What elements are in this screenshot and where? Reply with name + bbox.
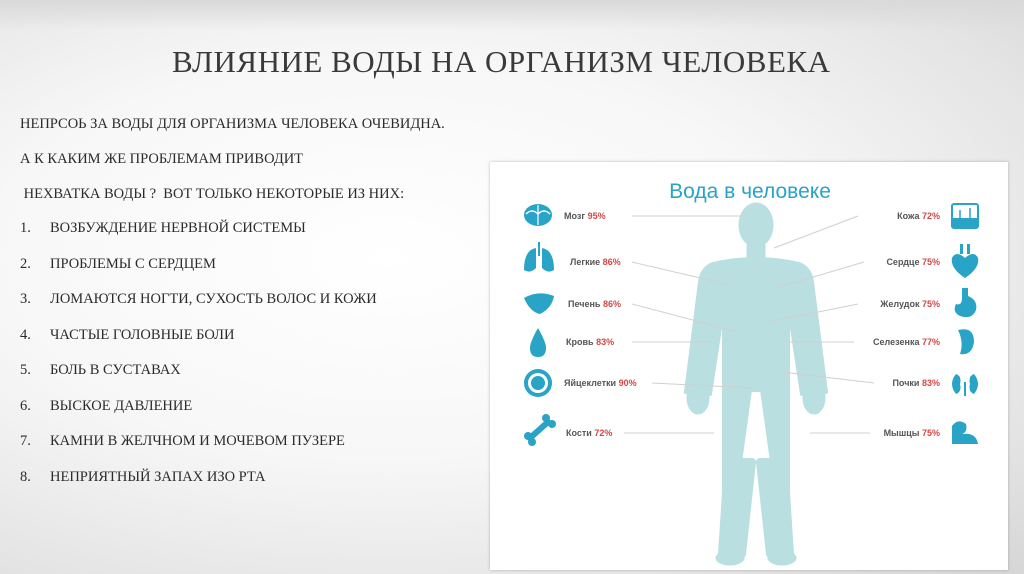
- percent-value: 83%: [596, 337, 615, 347]
- kidneys-icon: [952, 374, 978, 396]
- liver-icon: [524, 293, 554, 314]
- organ-label: Сердце: [886, 257, 920, 267]
- svg-text:Селезенка 77%: [873, 337, 940, 347]
- svg-text:Кости 72%: [566, 428, 612, 438]
- lungs-icon: [524, 242, 554, 272]
- percent-value: 72%: [921, 211, 940, 221]
- svg-text:Сердце 75%: [886, 257, 940, 267]
- list-item: 8. НЕПРИЯТНЫЙ ЗАПАХ ИЗО РТА: [20, 468, 266, 485]
- problems-list: [20, 220, 377, 504]
- percent-value: 86%: [602, 257, 621, 267]
- spleen-icon: [958, 329, 974, 354]
- list-item: 3. ЛОМАЮТСЯ НОГТИ, СУХОСТЬ ВОЛОС И КОЖИ: [20, 291, 377, 307]
- organ-label: Яйцеклетки: [564, 378, 617, 388]
- intro-line-1: НЕПРСОЬ ЗА ВОДЫ ДЛЯ ОРГАНИЗМА ЧЕЛОВЕКА ОЧЕВИДНА.: [20, 116, 445, 132]
- list-item: 6. ВЫСКОЕ ДАВЛЕНИЕ: [20, 397, 193, 414]
- percent-value: 95%: [587, 211, 606, 221]
- top-decoration: [0, 0, 1024, 30]
- percent-value: 90%: [618, 378, 637, 388]
- organ-label: Желудок: [880, 299, 920, 309]
- percent-value: 75%: [921, 299, 940, 309]
- svg-text:Кожа 72%: [897, 211, 940, 221]
- organ-label: Легкие: [570, 257, 601, 267]
- percent-value: 86%: [602, 299, 621, 309]
- percent-value: 77%: [921, 337, 940, 347]
- slide-title: ВЛИЯНИЕ ВОДЫ НА ОРГАНИЗМ ЧЕЛОВЕКА: [172, 44, 831, 79]
- svg-text:Легкие 86%: [570, 257, 621, 267]
- intro-line-3: НЕХВАТКА ВОДЫ ? ВОТ ТОЛЬКО НЕКОТОРЫЕ ИЗ НИХ:: [20, 186, 405, 202]
- brain-icon: [524, 204, 552, 226]
- organ-label: Печень: [568, 299, 601, 309]
- organ-label: Селезенка: [873, 337, 920, 347]
- svg-text:Желудок 75%: [879, 299, 940, 309]
- percent-value: 75%: [921, 257, 940, 267]
- list-item: 5. БОЛЬ В СУСТАВАХ: [20, 362, 181, 378]
- percent-value: 83%: [921, 378, 940, 388]
- muscle-icon: [952, 421, 978, 444]
- organ-label: Почки: [892, 378, 920, 388]
- bone-icon: [524, 414, 556, 446]
- svg-text:Кровь 83%: [566, 337, 614, 347]
- list-item: 4. ЧАСТЫЕ ГОЛОВНЫЕ БОЛИ: [20, 326, 235, 343]
- svg-text:Почки 83%: [892, 378, 940, 388]
- infographic-title: Вода в человеке: [669, 180, 831, 203]
- percent-value: 72%: [594, 428, 613, 438]
- blood-drop-icon: [530, 328, 546, 357]
- water-in-human-infographic: [490, 162, 1008, 570]
- svg-text:Мышцы 75%: [884, 428, 940, 438]
- organ-label: Кровь: [566, 337, 594, 347]
- svg-text:Яйцеклетки 90%: [564, 378, 637, 388]
- svg-text:Мозг 95%: [564, 211, 606, 221]
- organ-label: Кости: [566, 428, 592, 438]
- infographic-panel: [490, 162, 1008, 570]
- heart-icon: [952, 244, 978, 278]
- percent-value: 75%: [921, 428, 940, 438]
- human-body-silhouette: [686, 203, 826, 565]
- stomach-icon: [955, 288, 977, 317]
- intro-line-2: А К КАКИМ ЖЕ ПРОБЛЕМАМ ПРИВОДИТ: [20, 151, 304, 167]
- list-item: 2. ПРОБЛЕМЫ С СЕРДЦЕМ: [20, 255, 216, 272]
- organ-label: Мозг: [564, 211, 586, 221]
- organ-label: Кожа: [897, 211, 920, 221]
- list-item: 7. КАМНИ В ЖЕЛЧНОМ И МОЧЕВОМ ПУЗЕРЕ: [20, 433, 345, 449]
- organ-label: Мышцы: [883, 428, 920, 438]
- list-item: 1. ВОЗБУЖДЕНИЕ НЕРВНОЙ СИСТЕМЫ: [20, 220, 306, 236]
- egg-cell-icon: [524, 369, 552, 397]
- skin-icon: [952, 204, 978, 228]
- svg-text:Печень 86%: [568, 299, 621, 309]
